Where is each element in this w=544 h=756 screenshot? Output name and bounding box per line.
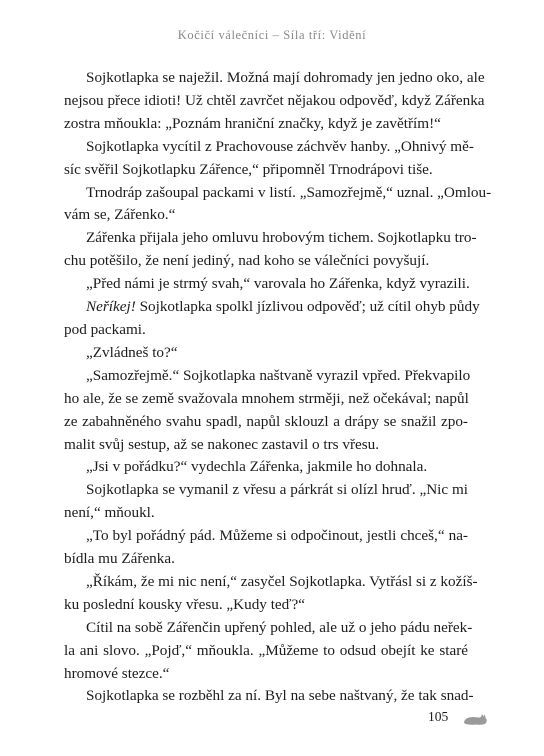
- text-line: vám se, Zářenko.“: [64, 206, 176, 224]
- text-run: Sojkotlapka spolkl jízlivou odpověď; už cítil ohyb půdy: [135, 298, 480, 316]
- body-text: [64, 67, 492, 708]
- text-line: chu potěšilo, že není jediný, nad koho se válečníci povyšují.: [64, 252, 430, 270]
- paragraph: [64, 456, 468, 479]
- paragraph: [64, 342, 468, 365]
- text-line: Sojkotlapka se rozběhl za ní. Byl na sebe naštvaný, že tak snad-: [86, 687, 474, 705]
- text-line: „Jsi v pořádku?“ vydechla Zářenka, jakmile ho dohnala.: [86, 458, 428, 476]
- text-line: hromové stezce.“: [64, 664, 170, 682]
- text-line: nejsou přece idioti! Už chtěl zavrčet nějakou odpověď, když Zářenka: [64, 91, 485, 109]
- paragraph: [64, 136, 474, 182]
- paragraph: [64, 479, 468, 525]
- paragraph: [64, 296, 480, 342]
- text-line: Sojkotlapka se naježil. Možná mají dohromady jen jedno oko, ale: [86, 69, 485, 86]
- paragraph: [64, 227, 477, 273]
- paragraph: [64, 273, 468, 296]
- page-number: 105: [428, 709, 449, 724]
- text-line: Sojkotlapka se vymanil z vřesu a párkrát si olízl hruď. „Nic mi: [86, 481, 468, 499]
- text-line: síc svěřil Sojkotlapku Zářence,“ připomněl Trnodrápovi tiše.: [64, 160, 433, 178]
- text-line: „Před námi je strmý svah,“ varovala ho Zářenka, když vyrazili.: [86, 275, 470, 293]
- text-line: bídla mu Zářenka.: [64, 550, 175, 568]
- paragraph: [64, 67, 485, 136]
- text-line: malit svůj sestup, až se nakonec zastavil o trs vřesu.: [64, 435, 380, 453]
- italic-lead: Neříkej!: [86, 298, 136, 316]
- text-line: zostra mňoukla: „Poznám hraniční značky, když je zavětřím!“: [64, 114, 441, 132]
- paragraph: [64, 525, 468, 571]
- cat-silhouette-icon: [462, 712, 488, 726]
- running-head: Kočičí válečníci – Síla tří: Vidění: [177, 28, 367, 42]
- text-line: Zářenka přijala jeho omluvu hrobovým tichem. Sojkotlapku tro-: [86, 229, 477, 247]
- text-line: „Zvládneš to?“: [86, 343, 178, 361]
- text-line: ho ale, že se země svažovala mnohem strměji, než očekával; napůl: [64, 389, 469, 407]
- text-line: ze zabahněného svahu spadl, napůl sklouzl a drápy se snažil zpo-: [64, 412, 468, 430]
- text-line: [64, 296, 480, 319]
- text-line: Trnodráp zašoupal packami v listí. „Samozřejmě,“ uznal. „Omlou-: [86, 183, 492, 201]
- text-line: není,“ mňoukl.: [64, 504, 155, 522]
- text-line: la ani slovo. „Pojď,“ mňoukla. „Můžeme to odsud obejít ke staré: [64, 641, 468, 659]
- text-line: „Říkám, že mi nic není,“ zasyčel Sojkotlapka. Vytřásl si z kožíš-: [86, 572, 478, 590]
- text-line: „Samozřejmě.“ Sojkotlapka naštvaně vyrazil vpřed. Překvapilo: [86, 366, 471, 384]
- text-line: ku poslední kousky vřesu. „Kudy teď?“: [64, 595, 305, 613]
- text-line: „To byl pořádný pád. Můžeme si odpočinout, jestli chceš,“ na-: [86, 527, 468, 545]
- text-line: Cítil na sobě Zářenčin upřený pohled, ale už o jeho pádu neřek-: [86, 618, 473, 636]
- paragraph: [64, 617, 473, 686]
- paragraph: [64, 365, 471, 457]
- text-line: Sojkotlapka vycítil z Prachovouse záchvěv hanby. „Ohnivý mě-: [86, 137, 474, 155]
- paragraph: [64, 182, 492, 228]
- cat-silhouette-shape: [464, 714, 487, 725]
- paragraph: [64, 685, 474, 708]
- paragraph: [64, 571, 478, 617]
- text-line: pod packami.: [64, 320, 146, 338]
